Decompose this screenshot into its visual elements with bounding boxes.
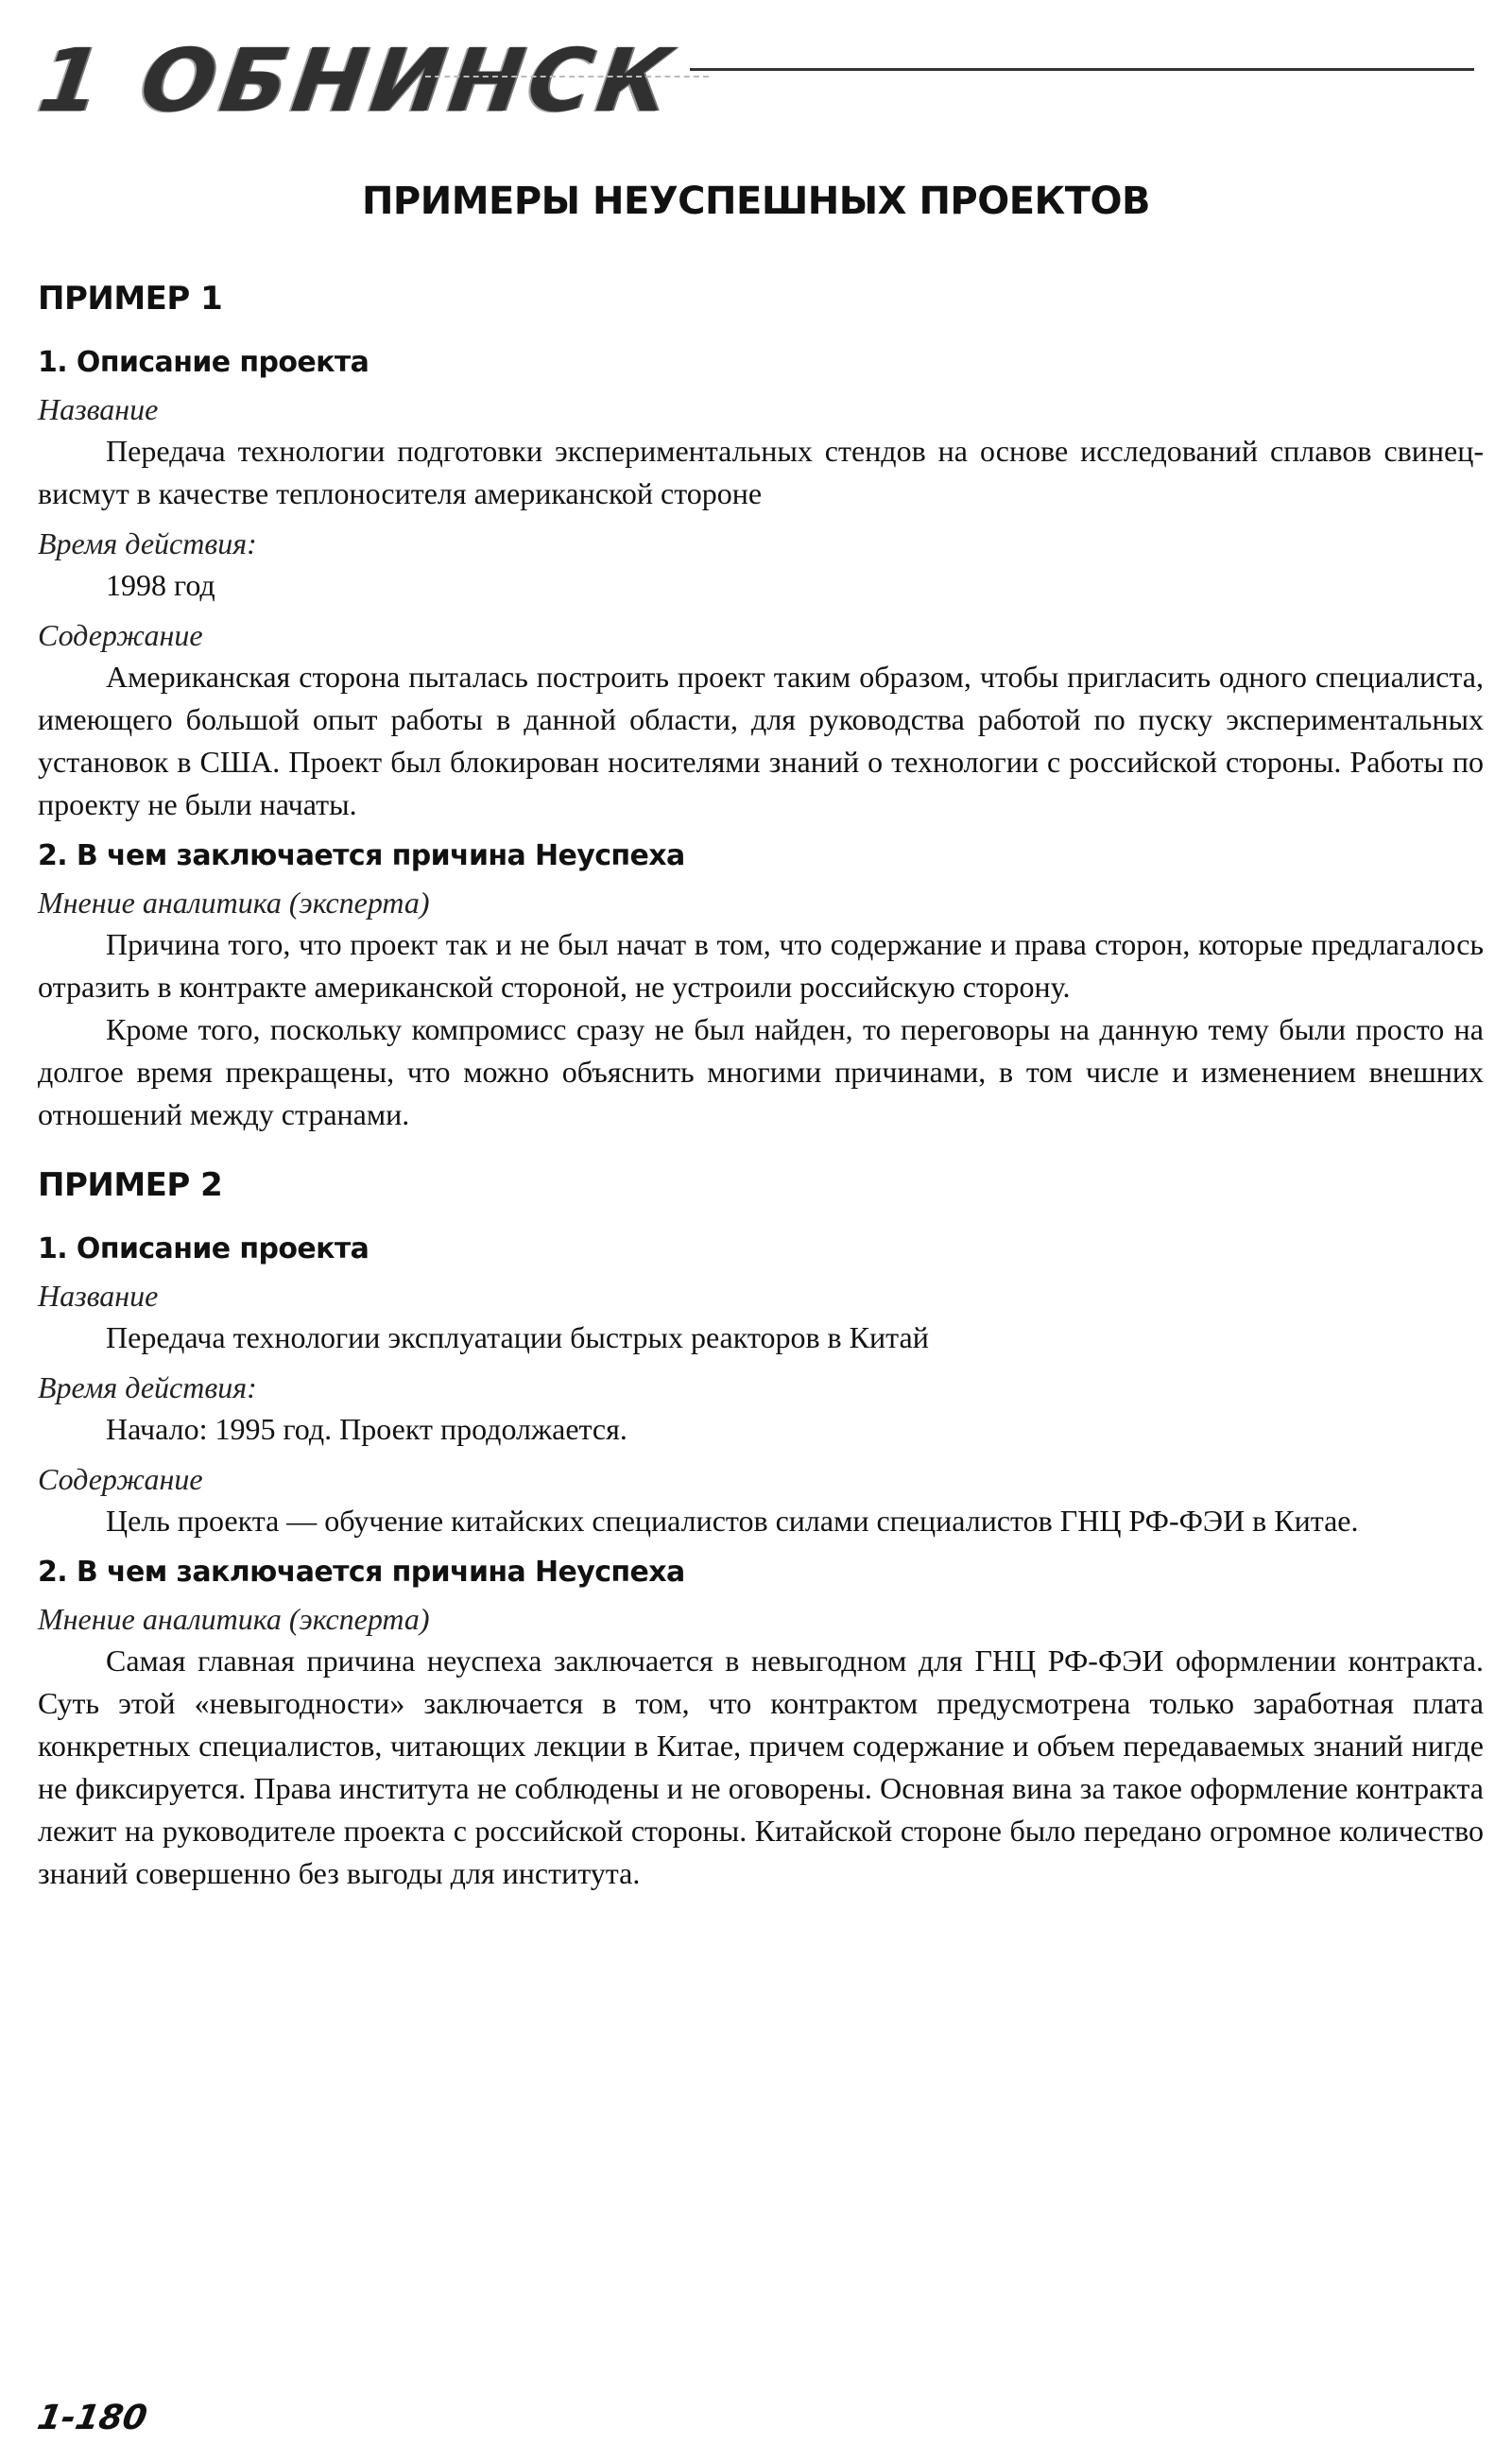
field-label-opinion: Мнение аналитика (эксперта) bbox=[38, 1602, 430, 1636]
document-body bbox=[38, 274, 1484, 1901]
example-heading: ПРИМЕР 2 bbox=[38, 1166, 223, 1204]
field-label-content: Содержание bbox=[38, 618, 203, 652]
field-label-opinion: Мнение аналитика (эксперта) bbox=[38, 886, 430, 920]
opinion-paragraph: Причина того, что проект так и не был начат в том, что содержание и права сторон, которые предлагалось отразить в контракте американской стороной, не устроили российскую сторону. bbox=[38, 927, 1484, 1004]
section-heading-description: 1. Описание проекта bbox=[38, 346, 369, 379]
example-heading: ПРИМЕР 1 bbox=[38, 280, 223, 318]
section-heading-failure-reason: 2. В чем заключается причина Неуспеха bbox=[38, 839, 685, 872]
field-text-name: Передача технологии подготовки экспериментальных стендов на основе исследований сплавов свинец-висмут в качестве теплоносителя американской стороне bbox=[38, 434, 1484, 510]
header-rule-faint bbox=[425, 76, 709, 77]
example-2 bbox=[38, 1166, 1484, 1895]
field-label-content: Содержание bbox=[38, 1462, 203, 1496]
header-title: 1 ОБНИНСК bbox=[32, 30, 682, 131]
field-text-name: Передача технологии эксплуатации быстрых реакторов в Китай bbox=[106, 1320, 929, 1354]
page-title: ПРИМЕРЫ НЕУСПЕШНЫХ ПРОЕКТОВ bbox=[361, 180, 1151, 223]
example-1 bbox=[38, 280, 1484, 1136]
opinion-paragraph: Кроме того, поскольку компромисс сразу не был найден, то переговоры на данную тему были просто на долгое время прекращены, что можно объяснить многими причинами, в том числе и изменением внешних отношений между странами. bbox=[38, 1012, 1484, 1131]
opinion-paragraph: Самая главная причина неуспеха заключается в невыгодном для ГНЦ РФ-ФЭИ оформлении контракта. Суть этой «невыгодности» заключается в том, что контрактом предусмотрена только заработная плата конкретных специалистов, читающих лекции в Китае, причем содержание и объем передаваемых знаний нигде не фиксируется. Права института не соблюдены и не оговорены. Основная вина за такое оформление контракта лежит на руководителе проекта с российской стороны. Китайской стороне было передано огромное количество знаний совершенно без выгоды для института. bbox=[38, 1644, 1484, 1890]
section-heading-description: 1. Описание проекта bbox=[38, 1232, 369, 1265]
field-label-name: Название bbox=[38, 1279, 159, 1313]
page-number: 1-180 bbox=[34, 2399, 150, 2437]
page-header bbox=[28, 28, 1484, 131]
field-label-time: Время действия: bbox=[38, 526, 257, 560]
section-heading-failure-reason: 2. В чем заключается причина Неуспеха bbox=[38, 1556, 685, 1589]
header-rule bbox=[690, 68, 1474, 71]
field-text-time: Начало: 1995 год. Проект продолжается. bbox=[106, 1412, 627, 1446]
field-text-content: Цель проекта — обучение китайских специалистов силами специалистов ГНЦ РФ-ФЭИ в Китае. bbox=[106, 1504, 1359, 1538]
field-label-time: Время действия: bbox=[38, 1370, 257, 1404]
field-text-time: 1998 год bbox=[106, 568, 215, 602]
field-label-name: Название bbox=[38, 392, 159, 426]
field-text-content: Американская сторона пыталась построить проект таким образом, чтобы пригласить одного специалиста, имеющего большой опыт работы в данной области, для руководства работой по пуску экспериментальных установок в США. Проект был блокирован носителями знаний о технологии с российской стороны. Работы по проекту не были начаты. bbox=[38, 660, 1484, 821]
